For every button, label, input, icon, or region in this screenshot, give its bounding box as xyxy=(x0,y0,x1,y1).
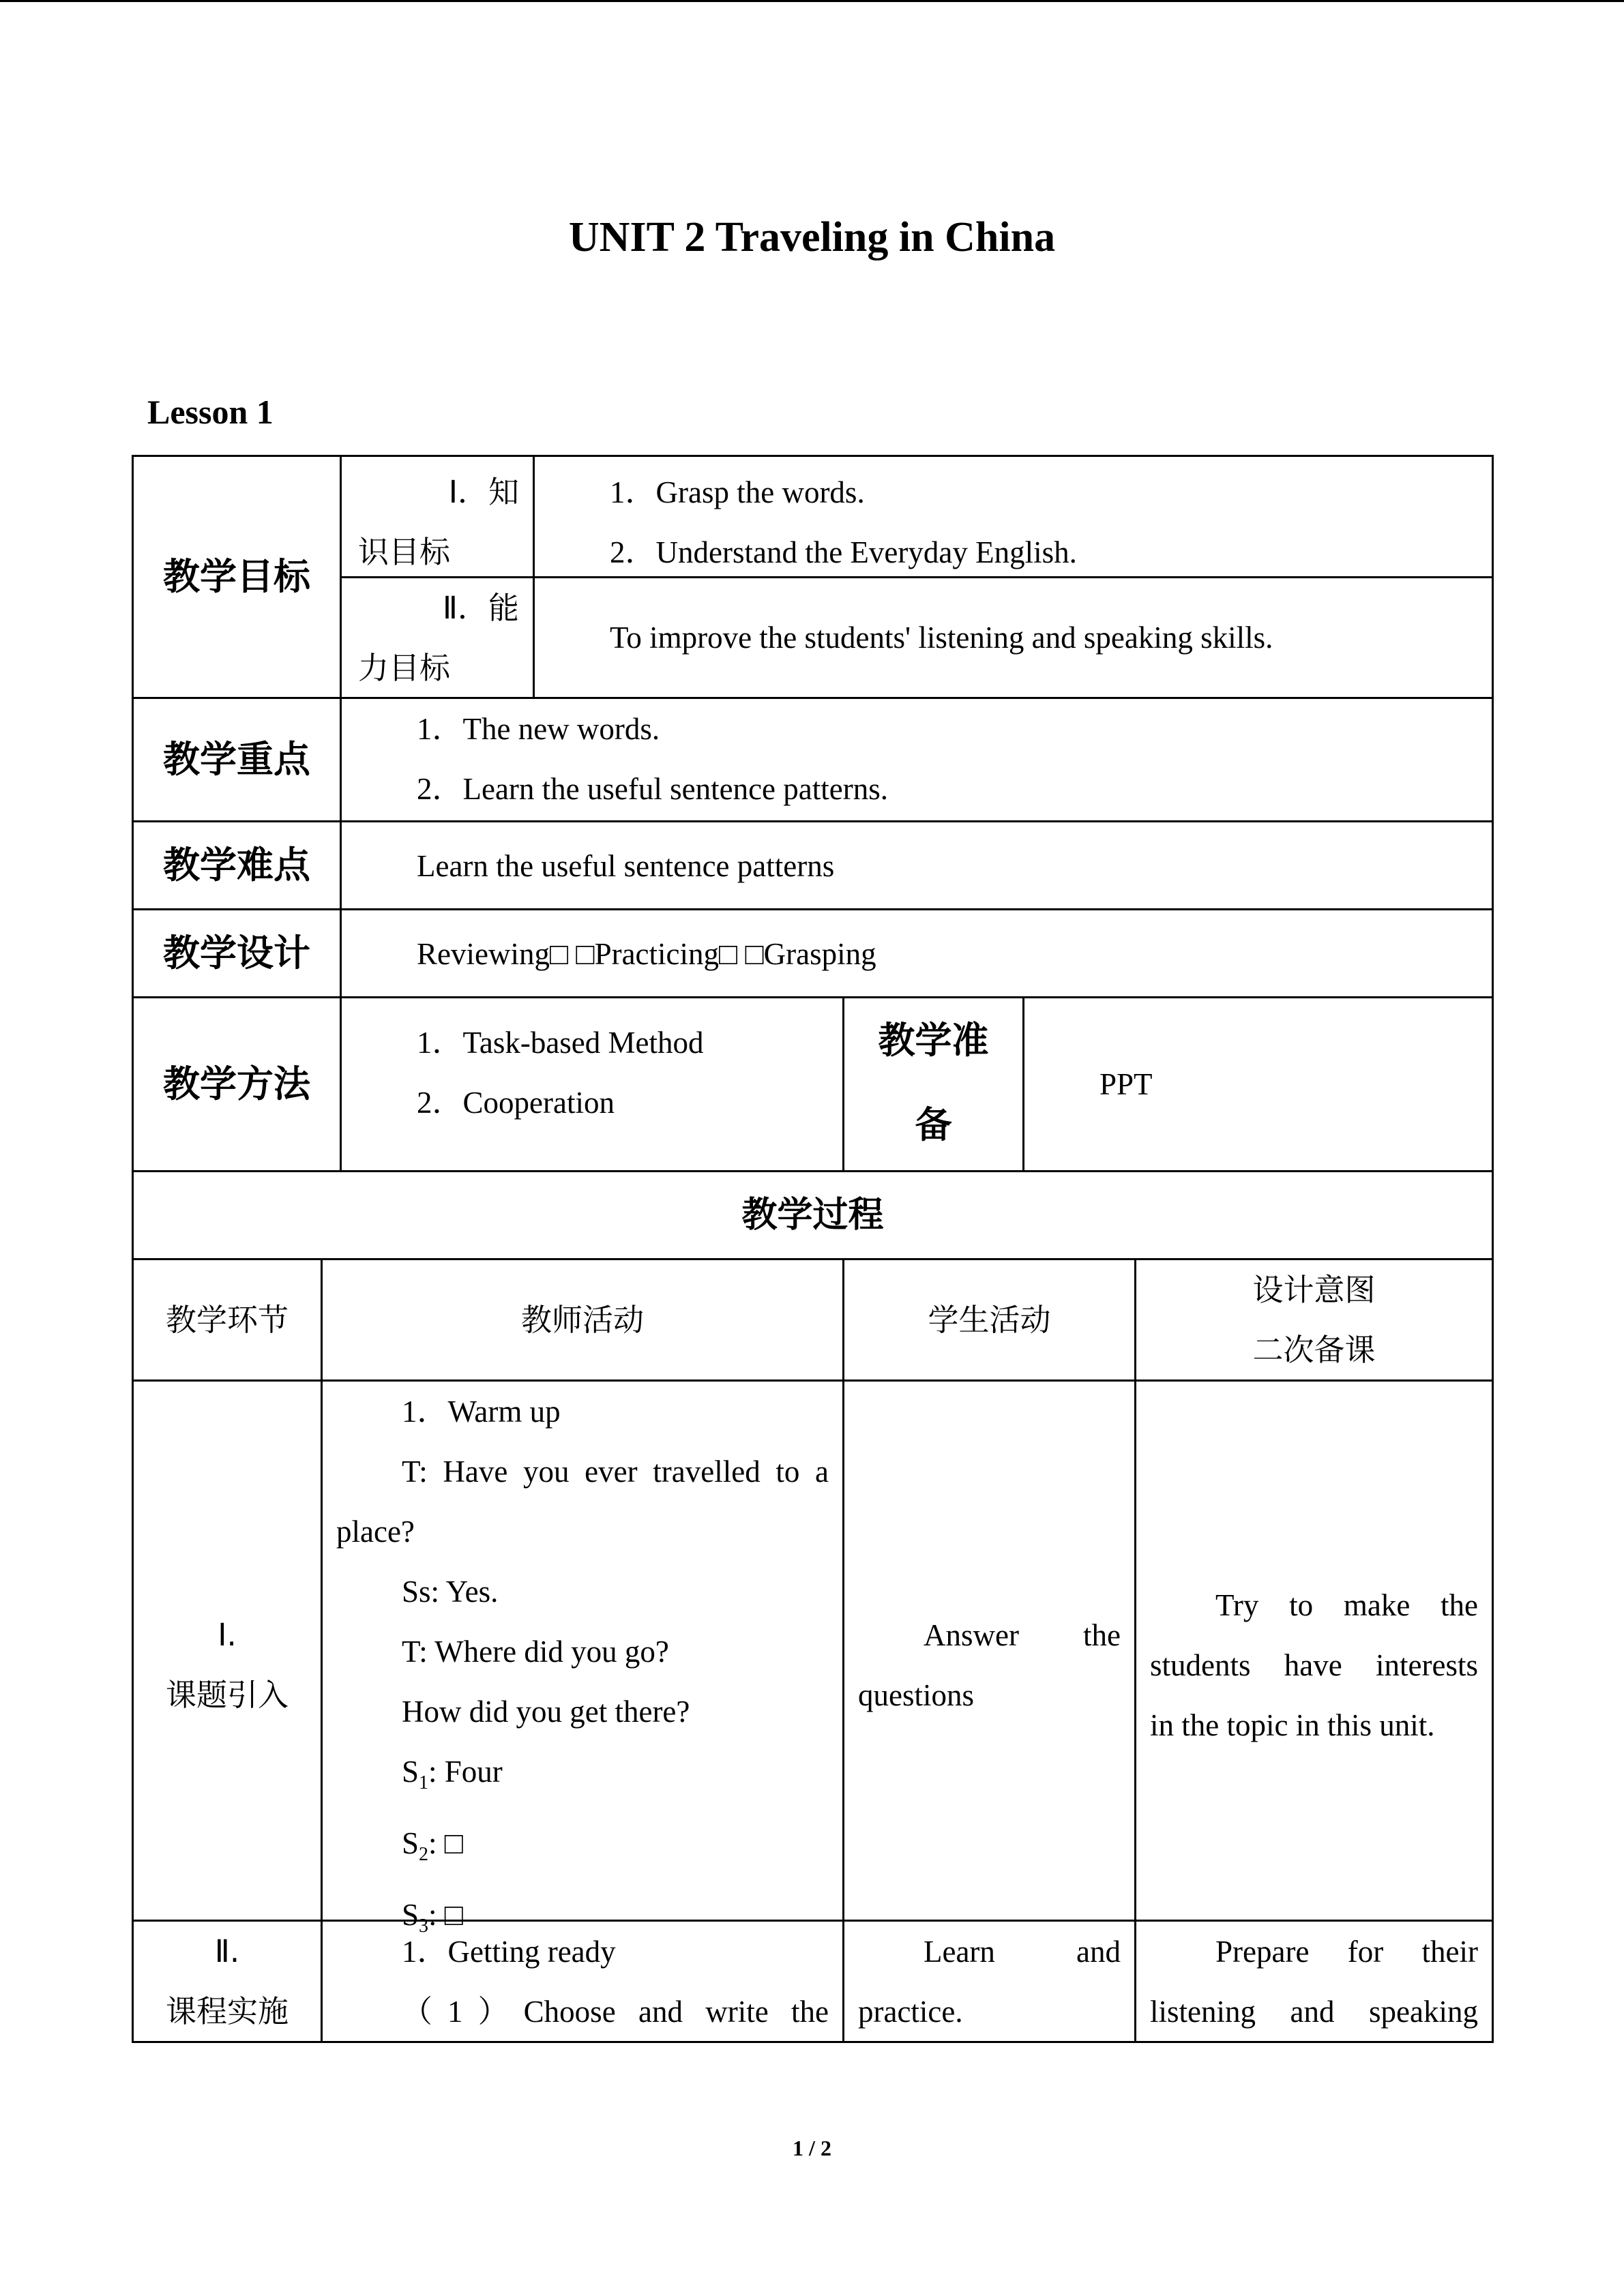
stage1-intent-line1: Try to make the xyxy=(1215,1588,1478,1622)
stage1-label-line2: 课题引入 xyxy=(165,1677,289,1713)
column-header-intent-line2: 二次备课 xyxy=(1252,1332,1376,1368)
column-header-student: 学生活动 xyxy=(928,1301,1051,1338)
stage1-label-line1: Ⅰ. xyxy=(218,1617,237,1653)
stage2-student-activity xyxy=(844,1922,1134,2041)
knowledge-item-1: 1．Grasp the words. xyxy=(610,475,865,509)
page-title: UNIT 2 Traveling in China xyxy=(568,214,1056,260)
stage1-intent-line2: students have interests xyxy=(1150,1648,1478,1682)
key-points-content xyxy=(342,699,1492,820)
key-point-2: 2．Learn the useful sentence patterns. xyxy=(417,772,888,806)
dialogue-s1: $S_1$: Four xyxy=(402,1755,503,1793)
difficulties-text: Learn the useful sentence patterns xyxy=(417,849,835,883)
lesson-heading: Lesson 1 xyxy=(147,393,274,431)
column-header-teacher: 教师活动 xyxy=(520,1301,644,1338)
key-points-label: 教学重点 xyxy=(163,738,310,781)
preparation-value: PPT xyxy=(1099,1067,1153,1101)
ability-objective-text: To improve the students' listening and speaking skills. xyxy=(610,621,1273,655)
stage1-design-intent xyxy=(1136,1382,1492,1920)
warmup-heading: 1．Warm up xyxy=(402,1395,561,1429)
ability-label-line2: 力目标 xyxy=(358,650,451,686)
stage1-teacher-activity xyxy=(323,1382,842,1937)
knowledge-objective-content xyxy=(535,457,1492,576)
stage2-label-line2: 课程实施 xyxy=(165,1993,289,2029)
objectives-label: 教学目标 xyxy=(163,555,310,598)
knowledge-objective-label xyxy=(342,457,533,576)
ability-objective-label xyxy=(342,578,533,697)
column-header-stage: 教学环节 xyxy=(165,1301,289,1338)
dialogue-q2: T: Where did you go? xyxy=(402,1635,669,1669)
dialogue-s3: $S_3$: □ xyxy=(402,1898,463,1937)
lesson-plan-table xyxy=(132,455,1494,2043)
stage1-student-line2: questions xyxy=(858,1678,975,1712)
method-item-1: 1．Task-based Method xyxy=(417,1026,704,1060)
stage1-student-activity xyxy=(844,1382,1134,1920)
dialogue-q3: How did you get there? xyxy=(402,1695,690,1729)
ability-label-line1: Ⅱ．能 xyxy=(442,590,519,626)
page-number: 1 / 2 xyxy=(793,2136,831,2160)
method-item-2: 2．Cooperation xyxy=(417,1086,615,1120)
stage2-intent-line2: listening and speaking xyxy=(1150,1995,1478,2029)
dialogue-q1-line1: T: Have you ever travelled to a xyxy=(402,1455,829,1489)
stage2-teacher-line1: 1．Getting ready xyxy=(402,1935,616,1969)
key-point-1: 1．The new words. xyxy=(417,712,660,746)
knowledge-item-2: 2．Understand the Everyday English. xyxy=(610,535,1077,569)
stage2-student-line2: practice. xyxy=(858,1995,963,2029)
design-text: Reviewing□ □Practicing□ □Grasping xyxy=(417,937,876,971)
page-top-border xyxy=(0,0,1624,2)
difficulties-label: 教学难点 xyxy=(163,844,310,886)
process-title: 教学过程 xyxy=(741,1195,884,1236)
stage2-label xyxy=(134,1922,321,2041)
preparation-label-line1: 教学准 xyxy=(878,1019,989,1062)
stage1-intent-line3: in the topic in this unit. xyxy=(1150,1708,1435,1742)
stage2-teacher-activity xyxy=(323,1922,842,2041)
column-header-intent-line1: 设计意图 xyxy=(1252,1272,1376,1308)
dialogue-q1-line2: place? xyxy=(336,1515,415,1549)
dialogue-s2: $S_2$: □ xyxy=(402,1826,463,1865)
preparation-label xyxy=(844,998,1022,1170)
methods-label: 教学方法 xyxy=(163,1062,310,1105)
dialogue-ans1: Ss: Yes. xyxy=(402,1575,499,1609)
methods-content xyxy=(342,998,842,1170)
knowledge-label-line2: 识目标 xyxy=(358,534,451,570)
stage1-student-line1: Answer the xyxy=(924,1618,1121,1652)
knowledge-label-line1: Ⅰ．知 xyxy=(448,474,519,510)
stage2-teacher-line2: （1）Choose and write the xyxy=(402,1995,829,2029)
stage1-label xyxy=(134,1382,321,1920)
column-header-intent xyxy=(1136,1260,1492,1380)
table-border xyxy=(1492,455,1494,2043)
preparation-label-line2: 备 xyxy=(915,1103,952,1146)
stage2-student-line1: Learn and xyxy=(924,1935,1121,1969)
stage2-label-line1: Ⅱ. xyxy=(214,1933,240,1969)
design-label: 教学设计 xyxy=(163,931,310,974)
stage2-design-intent xyxy=(1136,1922,1492,2041)
stage2-intent-line1: Prepare for their xyxy=(1215,1935,1478,1969)
